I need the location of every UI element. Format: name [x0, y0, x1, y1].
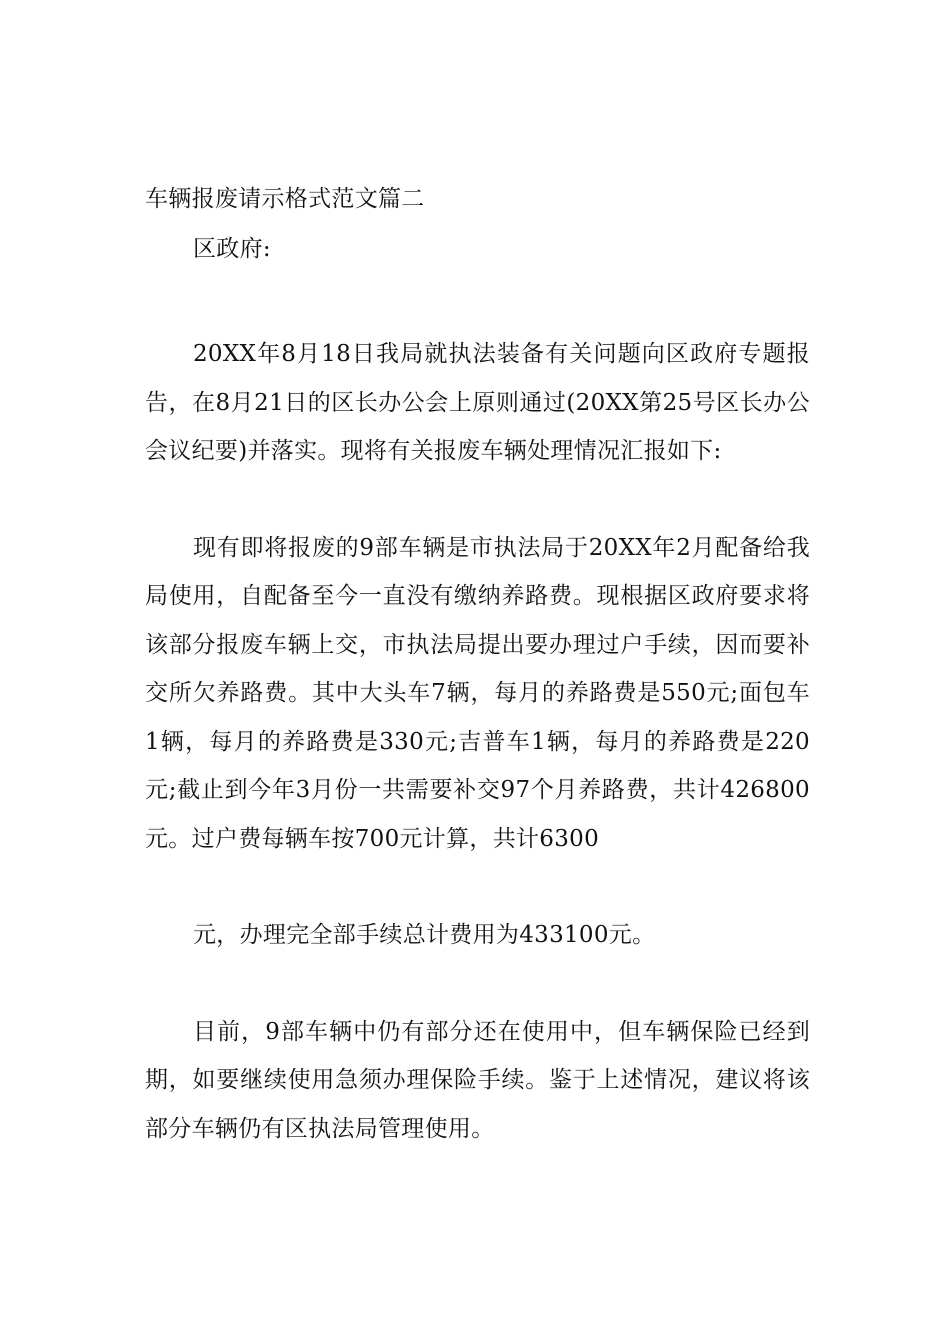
salutation: 区政府:	[193, 236, 271, 262]
paragraph-4: 目前，9部车辆中仍有部分还在使用中，但车辆保险已经到期，如要继续使用急须办理保险手续。鉴于上述情况，建议将该部分车辆仍有区执法局管理使用。	[145, 1018, 810, 1142]
document-body	[145, 182, 810, 1153]
paragraph-3: 元，办理完全部手续总计费用为433100元。	[193, 922, 656, 948]
paragraph-1: 20XX年8月18日我局就执法装备有关问题向区政府专题报告，在8月21日的区长办公会上原则通过(20XX第25号区长办公会议纪要)并落实。现将有关报废车辆处理情况汇报如下:	[145, 341, 810, 464]
paragraph-2: 现有即将报废的9部车辆是市执法局于20XX年2月配备给我局使用，自配备至今一直没有缴纳养路费。现根据区政府要求将该部分报废车辆上交，市执法局提出要办理过户手续，因而要补交所欠养路费。其中大头车7辆，每月的养路费是550元;面包车1辆，每月的养路费是330元;吉普车1辆，每月的养路费是220元;截止到今年3月份一共需要补交97个月养路费，共计426800元。过户费每辆车按700元计算，共计6300	[145, 534, 810, 852]
document-title: 车辆报废请示格式范文篇二	[145, 186, 425, 212]
